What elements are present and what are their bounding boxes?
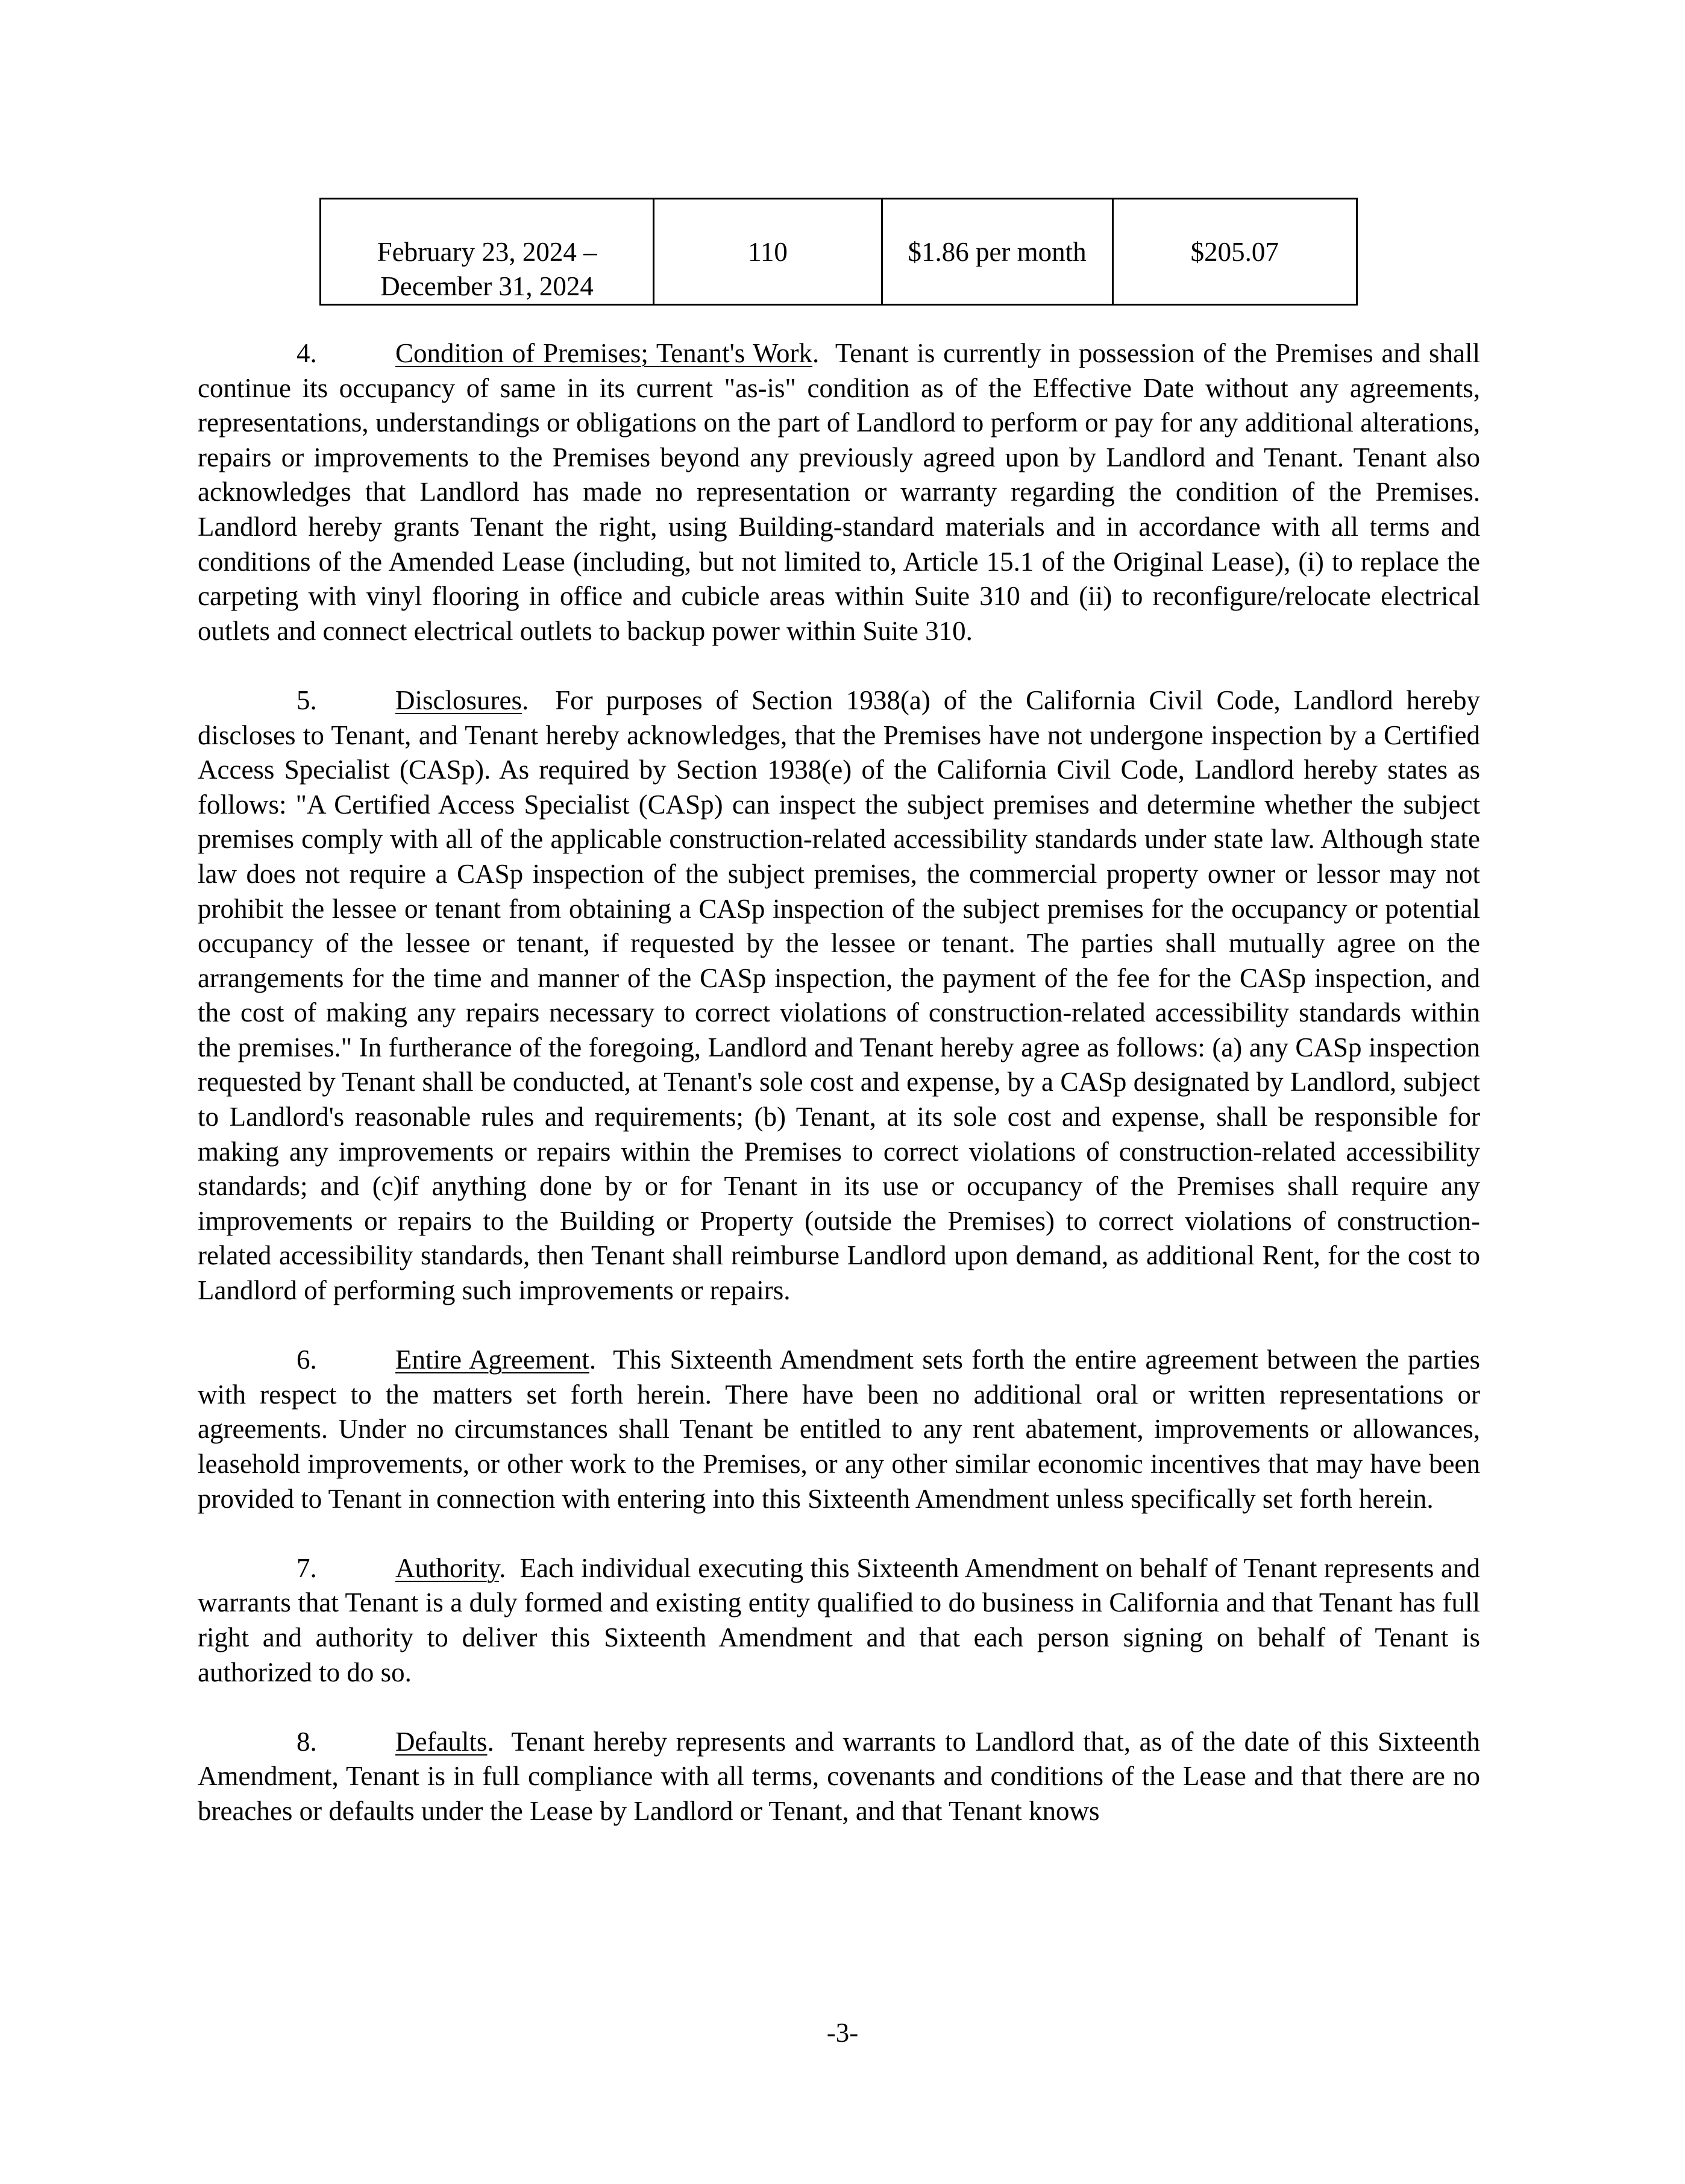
section-number: 8. bbox=[297, 1726, 317, 1757]
section-body: Tenant is currently in possession of the Premises and shall continue its occupancy of same in its current "as-is" condition as of the Effective Date without any agreements, representations, understandings or obligations on the part of Landlord to perform or pay for any additional alterations, repairs or improvements to the Premises beyond any previously agreed upon by Landlord and Tenant. Tenant also acknowledges that Landlord has made no representation or warranty regarding the condition of the Premises. Landlord hereby grants Tenant the right, using Building-standard materials and in accordance with all terms and conditions of the Amended Lease (including, but not limited to, Article 15.1 of the Original Lease), (i) to replace the carpeting with vinyl flooring in office and cubicle areas within Suite 310 and (ii) to reconfigure/relocate electrical outlets and connect electrical outlets to backup power within Suite 310. bbox=[198, 338, 1481, 646]
section-5-disclosures: 5. Disclosures. For purposes of Section 1938(a) of the California Civil Code, Landlord hereby discloses to Tenant, and Tenant hereby acknowledges, that the Premises have not undergone inspection by a Certified Access Specialist (CASp). As required by Section 1938(e) of the California Civil Code, Landlord hereby states as follows: "A Certified Access Specialist (CASp) can inspect the subject premises and determine whether the subject premises comply with all of the applicable construction-related accessibility standards under state law. Although state law does not require a CASp inspection of the subject premises, the commercial property owner or lessor may not prohibit the lessee or tenant from obtaining a CASp inspection of the subject premises for the occupancy or potential occupancy of the lessee or tenant, if requested by the lessee or tenant. The parties shall mutually agree on the arrangements for the time and manner of the CASp inspection, the payment of the fee for the CASp inspection, and the cost of making any repairs necessary to correct violations of construction-related accessibility standards within the premises." In furtherance of the foregoing, Landlord and Tenant hereby agree as follows: (a) any CASp inspection requested by Tenant shall be conducted, at Tenant's sole cost and expense, by a CASp designated by Landlord, subject to Landlord's reasonable rules and requirements; (b) Tenant, at its sole cost and expense, shall be responsible for making any improvements or repairs within the Premises to correct violations of construction-related accessibility standards; and (c)if anything done by or for Tenant in its use or occupancy of the Premises shall require any improvements or repairs to the Building or Property (outside the Premises) to correct violations of construction-related accessibility standards, then Tenant shall reimburse Landlord upon demand, as additional Rent, for the cost to Landlord of performing such improvements or repairs. bbox=[198, 683, 1480, 1308]
square-feet-cell: 110 bbox=[654, 199, 882, 305]
section-body: Tenant hereby represents and warrants to Landlord that, as of the date of this Sixteenth Amendment, Tenant is in full compliance with all terms, covenants and conditions of the Lease and that there are no breaches or defaults under the Lease by Landlord or Tenant, and that Tenant knows bbox=[198, 1726, 1480, 1826]
period-start: February 23, 2024 – bbox=[377, 237, 597, 267]
rate-cell: $1.86 per month bbox=[882, 199, 1112, 305]
section-heading: Condition of Premises; Tenant's Work bbox=[395, 338, 813, 368]
section-number: 7. bbox=[297, 1552, 317, 1583]
lease-body-text bbox=[198, 336, 1480, 1863]
section-heading: Authority bbox=[395, 1552, 500, 1583]
section-number: 6. bbox=[297, 1345, 317, 1375]
section-number: 5. bbox=[297, 685, 317, 715]
section-heading: Disclosures bbox=[395, 685, 522, 715]
period-end: December 31, 2024 bbox=[380, 271, 594, 301]
section-heading: Entire Agreement bbox=[395, 1345, 589, 1375]
section-body: Each individual executing this Sixteenth Amendment on behalf of Tenant represents and warrants that Tenant is a duly formed and existing entity qualified to do business in California and that Tenant has full right and authority to deliver this Sixteenth Amendment and that each person signing on behalf of Tenant is authorized to do so. bbox=[198, 1552, 1480, 1687]
section-6-entire-agreement: 6. Entire Agreement. This Sixteenth Amendment sets forth the entire agreement between the parties with respect to the matters set forth herein. There have been no additional oral or written representations or agreements. Under no circumstances shall Tenant be entitled to any rent abatement, improvements or allowances, leasehold improvements, or other work to the Premises, or any other similar economic incentives that may have been provided to Tenant in connection with entering into this Sixteenth Amendment unless specifically set forth herein. bbox=[198, 1343, 1480, 1516]
section-7-authority: 7. Authority. Each individual executing this Sixteenth Amendment on behalf of Tenant represents and warrants that Tenant is a duly formed and existing entity qualified to do business in California and that Tenant has full right and authority to deliver this Sixteenth Amendment and that each person signing on behalf of Tenant is authorized to do so. bbox=[198, 1551, 1480, 1690]
section-body: For purposes of Section 1938(a) of the California Civil Code, Landlord hereby discloses to Tenant, and Tenant hereby acknowledges, that the Premises have not undergone inspection by a Certified Access Specialist (CASp). As required by Section 1938(e) of the California Civil Code, Landlord hereby states as follows: "A Certified Access Specialist (CASp) can inspect the subject premises and determine whether the subject premises comply with all of the applicable construction-related accessibility standards under state law. Although state law does not require a CASp inspection of the subject premises, the commercial property owner or lessor may not prohibit the lessee or tenant from obtaining a CASp inspection of the subject premises for the occupancy or potential occupancy of the lessee or tenant, if requested by the lessee or tenant. The parties shall mutually agree on the arrangements for the time and manner of the CASp inspection, the payment of the fee for the CASp inspection, and the cost of making any repairs necessary to correct violations of construction-related accessibility standards within the premises." In furtherance of the foregoing, Landlord and Tenant hereby agree as follows: (a) any CASp inspection requested by Tenant shall be conducted, at Tenant's sole cost and expense, by a CASp designated by Landlord, subject to Landlord's reasonable rules and requirements; (b) Tenant, at its sole cost and expense, shall be responsible for making any improvements or repairs within the Premises to correct violations of construction-related accessibility standards; and (c)if anything done by or for Tenant in its use or occupancy of the Premises shall require any improvements or repairs to the Building or Property (outside the Premises) to correct violations of construction-related accessibility standards, then Tenant shall reimburse Landlord upon demand, as additional Rent, for the cost to Landlord of performing such improvements or repairs. bbox=[198, 685, 1481, 1306]
rent-schedule-table bbox=[319, 198, 1358, 306]
section-body: This Sixteenth Amendment sets forth the entire agreement between the parties with respect to the matters set forth herein. There have been no additional oral or written representations or agreements. Under no circumstances shall Tenant be entitled to any rent abatement, improvements or allowances, leasehold improvements, or other work to the Premises, or any other similar economic incentives that may have been provided to Tenant in connection with entering into this Sixteenth Amendment unless specifically set forth herein. bbox=[198, 1345, 1480, 1514]
page-number: -3- bbox=[826, 2018, 859, 2048]
period-cell bbox=[321, 199, 654, 305]
section-8-defaults: 8. Defaults. Tenant hereby represents and warrants to Landlord that, as of the date of this Sixteenth Amendment, Tenant is in full compliance with all terms, covenants and conditions of the Lease and that there are no breaches or defaults under the Lease by Landlord or Tenant, and that Tenant knows bbox=[198, 1725, 1480, 1829]
section-4-condition-of-premises: 4. Condition of Premises; Tenant's Work. Tenant is currently in possession of the Premises and shall continue its occupancy of same in its current "as-is" condition as of the Effective Date without any agreements, representations, understandings or obligations on the part of Landlord to perform or pay for any additional alterations, repairs or improvements to the Premises beyond any previously agreed upon by Landlord and Tenant. Tenant also acknowledges that Landlord has made no representation or warranty regarding the condition of the Premises. Landlord hereby grants Tenant the right, using Building-standard materials and in accordance with all terms and conditions of the Amended Lease (including, but not limited to, Article 15.1 of the Original Lease), (i) to replace the carpeting with vinyl flooring in office and cubicle areas within Suite 310 and (ii) to reconfigure/relocate electrical outlets and connect electrical outlets to backup power within Suite 310. bbox=[198, 336, 1480, 648]
section-heading: Defaults bbox=[395, 1726, 488, 1757]
monthly-amount-cell: $205.07 bbox=[1112, 199, 1357, 305]
table-row bbox=[321, 199, 1357, 305]
section-number: 4. bbox=[297, 338, 317, 368]
